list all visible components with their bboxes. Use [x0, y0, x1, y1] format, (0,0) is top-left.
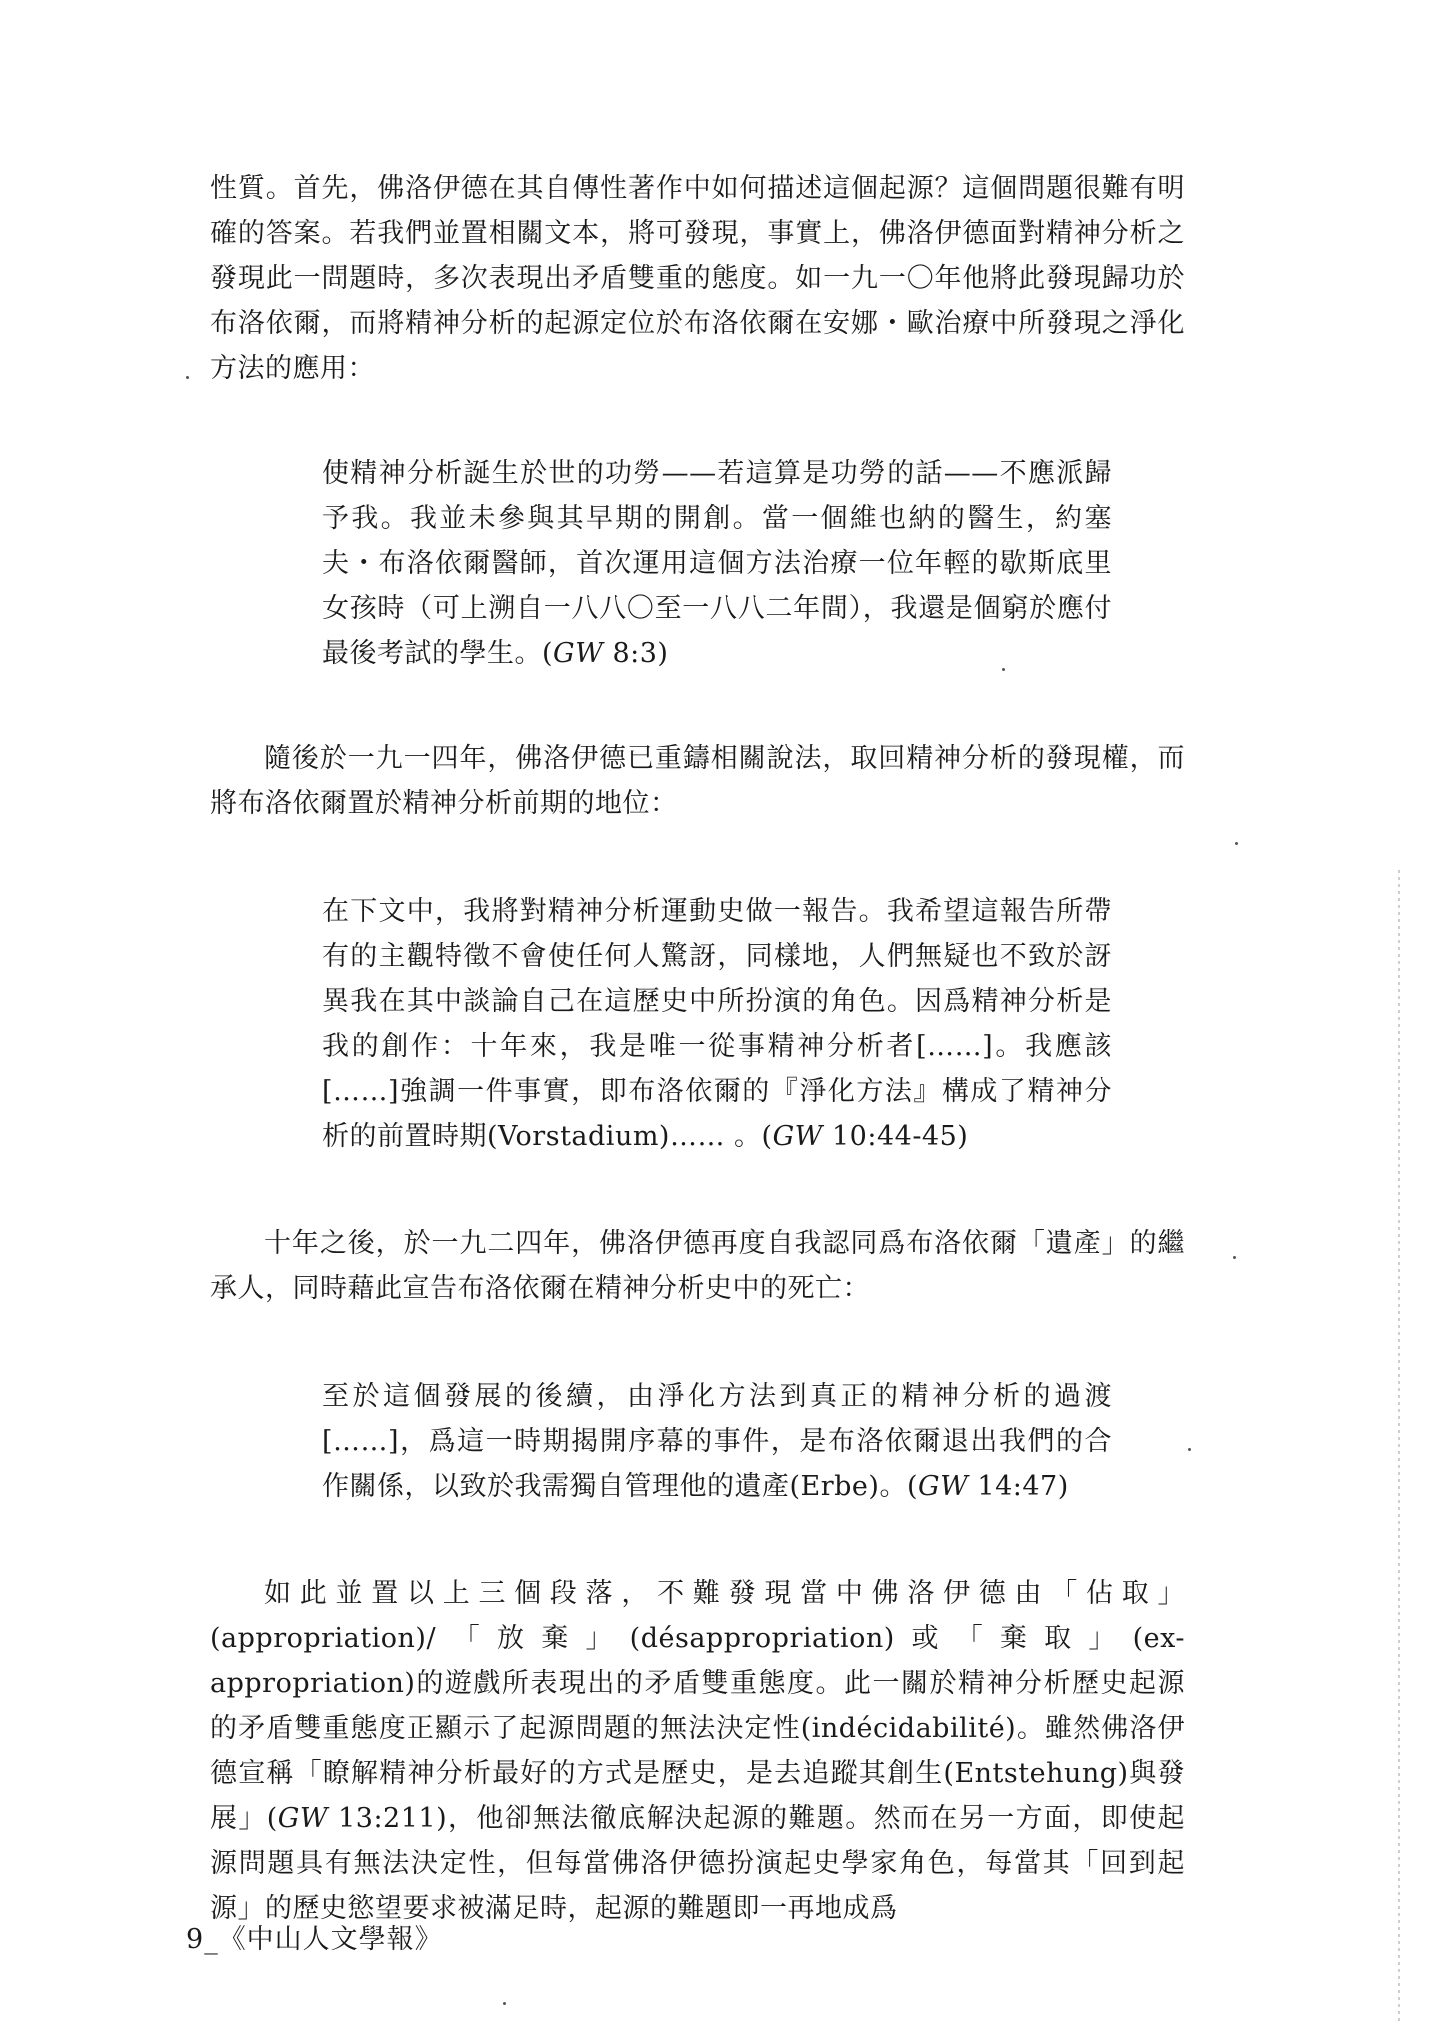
scan-speck	[1188, 1448, 1191, 1451]
citation-3: (GW 14:47)	[906, 1471, 1069, 1502]
page-footer	[186, 1924, 443, 1956]
paragraph-4: 如此並置以上三個段落，不難發現當中佛洛伊德由「佔取」(appropriation)/「放棄」(désappropriation)或「棄取」(ex-appropriation)的遊戲所表現出的矛盾雙重態度。此一關於精神分析歷史起源的矛盾雙重態度正顯示了起源問題的無法決定性(indécidabilité)。雖然佛洛伊德宣稱「瞭解精神分析最好的方式是歷史，是去追蹤其創生(Entstehung)與發展」(GW 13:211)，他卻無法徹底解決起源的難題。然而在另一方面，即使起源問題具有無法決定性，但每當佛洛伊德扮演起史學家角色，每當其「回到起源」的歷史慾望要求被滿足時，起源的難題即一再地成爲	[210, 1578, 1185, 1924]
scan-speck	[1235, 842, 1238, 845]
block-quote-3-text: 至於這個發展的後續，由淨化方法到真正的精神分析的過渡[……]，爲這一時期揭開序幕的事件，是布洛依爾退出我們的合作關係，以致於我需獨自管理他的遺產(Erbe)。	[322, 1381, 1112, 1502]
paragraph-1: 性質。首先，佛洛伊德在其自傳性著作中如何描述這個起源？這個問題很難有明確的答案。若我們並置相關文本，將可發現，事實上，佛洛伊德面對精神分析之發現此一問題時，多次表現出矛盾雙重的態度。如一九一〇年他將此發現歸功於布洛依爾，而將精神分析的起源定位於布洛依爾在安娜・歐治療中所發現之淨化方法的應用：	[210, 173, 1185, 384]
scan-speck	[1233, 1256, 1236, 1259]
scan-speck	[186, 376, 189, 379]
block-quote-2	[322, 889, 1112, 1159]
block-quote-3	[322, 1374, 1112, 1509]
citation-2: (GW 10:44-45)	[761, 1121, 969, 1152]
page-number: 9	[186, 1924, 205, 1955]
citation-4-italic: GW	[277, 1803, 329, 1834]
block-quote-2-text: 在下文中，我將對精神分析運動史做一報告。我希望這報告所帶有的主觀特徵不會使任何人驚訝，同樣地，人們無疑也不致於訝異我在其中談論自己在這歷史中所扮演的角色。因爲精神分析是我的創作：十年來，我是唯一從事精神分析者[……]。我應該[……]強調一件事實，即布洛依爾的『淨化方法』構成了精神分析的前置時期(Vorstadium)…… 。	[322, 896, 1112, 1152]
paragraph-3: 十年之後，於一九二四年，佛洛伊德再度自我認同爲布洛依爾「遺產」的繼承人，同時藉此宣告布洛依爾在精神分析史中的死亡：	[210, 1228, 1185, 1304]
citation-1: (GW 8:3)	[542, 638, 669, 669]
block-quote-1-text: 使精神分析誕生於世的功勞——若這算是功勞的話——不應派歸予我。我並未參與其早期的開創。當一個維也納的醫生，約塞夫・布洛依爾醫師，首次運用這個方法治療一位年輕的歇斯底里女孩時（可上溯自一八八〇至一八八二年間），我還是個窮於應付最後考試的學生。	[322, 458, 1112, 669]
paragraph-2: 隨後於一九一四年，佛洛伊德已重鑄相關說法，取回精神分析的發現權，而將布洛依爾置於精神分析前期的地位：	[210, 743, 1185, 819]
journal-title: 《中山人文學報》	[218, 1924, 443, 1955]
scan-speck	[503, 2002, 506, 2005]
scan-edge-artifact	[1398, 870, 1400, 2024]
document-body	[210, 166, 1185, 1931]
block-quote-1	[322, 451, 1112, 676]
footer-separator: _	[204, 1924, 219, 1955]
